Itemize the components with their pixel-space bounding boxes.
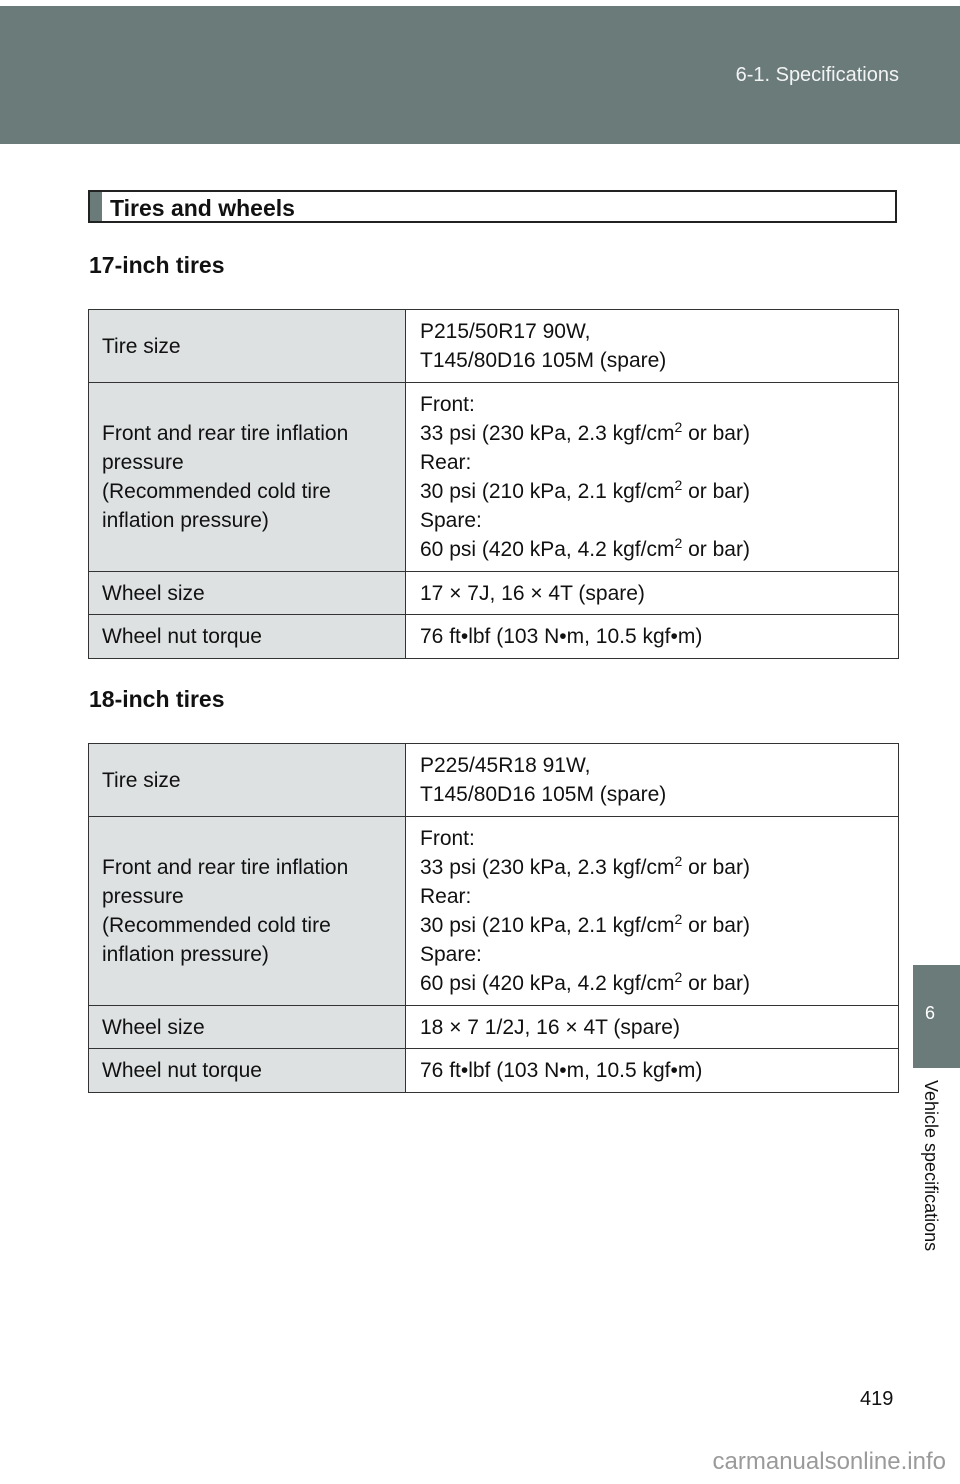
value-text: or bar) [682,422,750,445]
chapter-number: 6 [925,1003,936,1023]
value-text: or bar) [682,914,750,937]
label-line: inflation pressure) [102,509,269,532]
value-text: Front: [420,393,475,416]
table-row [89,310,899,383]
row-label [89,310,406,383]
value-text: 60 psi (420 kPa, 4.2 kgf/cm [420,538,675,561]
label-line: Wheel size [102,581,205,605]
row-label [89,572,406,615]
row-value [406,1006,899,1049]
label-line: Wheel nut torque [102,625,262,648]
row-value [406,817,899,1006]
value-line [420,824,886,853]
title-accent-bar [90,192,102,221]
spec-table-17-inch [88,309,899,659]
chapter-tab [913,965,960,1068]
section-title-bar [88,190,897,223]
section-breadcrumb: 6-1. Specifications [735,64,899,86]
value-line [420,780,886,809]
row-label [89,1049,406,1093]
table-row [89,1049,899,1093]
label-line: pressure [102,885,184,908]
value-text: Spare: [420,509,482,532]
value-line [420,506,886,535]
table-row [89,817,899,1006]
row-value [406,744,899,817]
row-value [406,572,899,615]
value-text: or bar) [682,972,750,995]
page-header [0,6,960,144]
value-line [420,911,886,940]
value-line [420,751,886,780]
row-label [89,744,406,817]
row-value [406,615,899,659]
value-text: or bar) [682,480,750,503]
value-text: 30 psi (210 kPa, 2.1 kgf/cm [420,480,675,503]
label-line: (Recommended cold tire [102,480,331,503]
value-text: 33 psi (230 kPa, 2.3 kgf/cm [420,422,675,445]
superscript: 2 [674,853,683,869]
value-text: 18 × 7 1/2J, 16 × 4T (spare) [420,1015,680,1039]
superscript: 2 [674,419,683,435]
label-line: Front and rear tire inflation [102,422,349,445]
value-text: Front: [420,827,475,850]
value-line [420,346,886,375]
row-label [89,817,406,1006]
value-text: Rear: [420,885,472,908]
value-line [420,1013,886,1042]
chapter-label: Vehicle specifications [921,1080,941,1252]
superscript: 2 [674,535,683,551]
value-text: Rear: [420,451,472,474]
table-row [89,383,899,572]
table-row [89,744,899,817]
row-value [406,383,899,572]
value-text: 76 ft•lbf (103 N•m, 10.5 kgf•m) [420,625,703,648]
value-text: 17 × 7J, 16 × 4T (spare) [420,581,645,605]
label-line: Tire size [102,768,181,792]
value-line [420,419,886,448]
value-line [420,969,886,998]
label-line: Front and rear tire inflation [102,856,349,879]
value-line [420,882,886,911]
value-text: 60 psi (420 kPa, 4.2 kgf/cm [420,972,675,995]
value-text: or bar) [682,856,750,879]
label-line: Wheel nut torque [102,1059,262,1082]
value-line [420,940,886,969]
value-line [420,448,886,477]
value-line [420,1056,886,1085]
superscript: 2 [674,477,683,493]
row-value [406,1049,899,1093]
value-text: 33 psi (230 kPa, 2.3 kgf/cm [420,856,675,879]
table-heading-18: 18-inch tires [89,686,225,712]
row-label [89,1006,406,1049]
value-line [420,535,886,564]
row-value [406,310,899,383]
value-text: P215/50R17 90W, [420,320,591,343]
label-line: Wheel size [102,1015,205,1039]
value-text: T145/80D16 105M (spare) [420,349,667,372]
section-title: Tires and wheels [110,195,295,221]
page-number: 419 [860,1388,894,1410]
value-line [420,853,886,882]
value-text: 76 ft•lbf (103 N•m, 10.5 kgf•m) [420,1059,703,1082]
watermark: carmanualsonline.info [712,1448,946,1475]
table-row [89,572,899,615]
value-line [420,622,886,651]
row-label [89,383,406,572]
superscript: 2 [674,969,683,985]
value-line [420,317,886,346]
label-line: pressure [102,451,184,474]
value-text: 30 psi (210 kPa, 2.1 kgf/cm [420,914,675,937]
value-line [420,579,886,608]
table-row [89,615,899,659]
table-heading-17: 17-inch tires [89,252,225,278]
spec-table-18-inch [88,743,899,1093]
label-line: Tire size [102,334,181,358]
value-line [420,477,886,506]
table-row [89,1006,899,1049]
value-text: T145/80D16 105M (spare) [420,783,667,806]
value-line [420,390,886,419]
value-text: or bar) [682,538,750,561]
label-line: (Recommended cold tire [102,914,331,937]
row-label [89,615,406,659]
value-text: Spare: [420,943,482,966]
label-line: inflation pressure) [102,943,269,966]
superscript: 2 [674,911,683,927]
value-text: P225/45R18 91W, [420,754,591,777]
